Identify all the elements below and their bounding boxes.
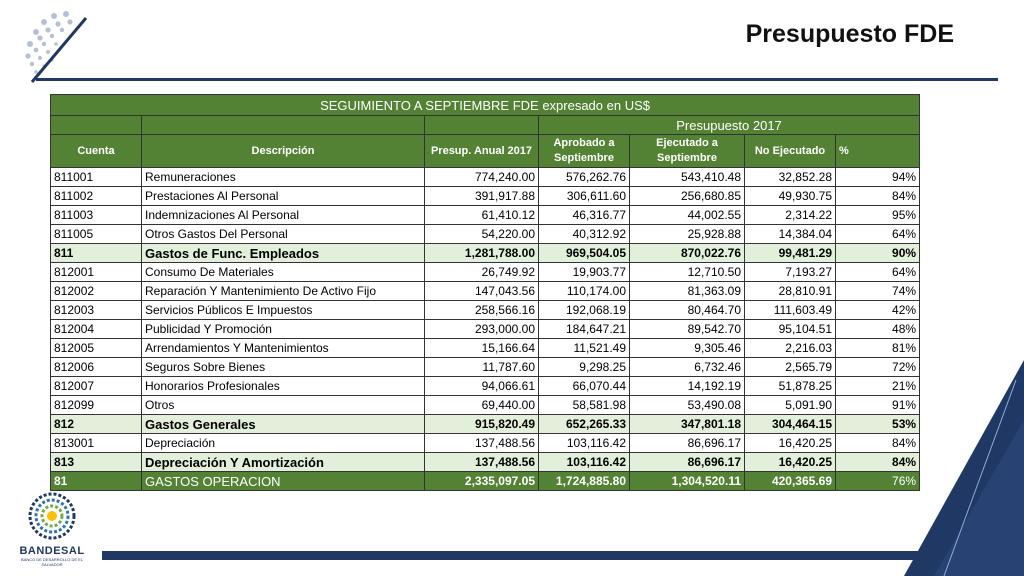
title-divider	[36, 78, 998, 81]
cell-no-ejecutado: 5,091.90	[745, 396, 836, 415]
cell-presup: 137,488.56	[425, 453, 539, 472]
table-row	[51, 206, 920, 225]
table-row	[51, 225, 920, 244]
cell-aprobado: 9,298.25	[539, 358, 630, 377]
table-banner: SEGUIMIENTO A SEPTIEMBRE FDE expresado en US$	[51, 95, 920, 116]
cell-ejecutado: 256,680.85	[630, 187, 745, 206]
table-row	[51, 168, 920, 187]
cell-presup: 1,281,788.00	[425, 244, 539, 263]
cell-cuenta: 812099	[51, 396, 142, 415]
cell-aprobado: 58,581.98	[539, 396, 630, 415]
cell-no-ejecutado: 304,464.15	[745, 415, 836, 434]
cell-presup: 15,166.64	[425, 339, 539, 358]
cell-ejecutado: 1,304,520.11	[630, 472, 745, 491]
blank-cell	[142, 116, 425, 135]
table-row	[51, 453, 920, 472]
table-body	[51, 168, 920, 491]
cell-descripcion: Consumo De Materiales	[142, 263, 425, 282]
cell-descripcion: Publicidad Y Promoción	[142, 320, 425, 339]
table-row	[51, 472, 920, 491]
cell-aprobado: 110,174.00	[539, 282, 630, 301]
column-header-row	[51, 135, 920, 168]
cell-descripcion: Indemnizaciones Al Personal	[142, 206, 425, 225]
cell-pct: 91%	[836, 396, 920, 415]
cell-presup: 69,440.00	[425, 396, 539, 415]
cell-no-ejecutado: 51,878.25	[745, 377, 836, 396]
cell-ejecutado: 53,490.08	[630, 396, 745, 415]
table-row	[51, 301, 920, 320]
col-cuenta: Cuenta	[51, 135, 142, 168]
cell-presup: 26,749.92	[425, 263, 539, 282]
cell-presup: 391,917.88	[425, 187, 539, 206]
cell-no-ejecutado: 16,420.25	[745, 453, 836, 472]
cell-pct: 84%	[836, 187, 920, 206]
cell-presup: 293,000.00	[425, 320, 539, 339]
cell-pct: 76%	[836, 472, 920, 491]
cell-no-ejecutado: 2,314.22	[745, 206, 836, 225]
col-no-ejecutado: No Ejecutado	[745, 135, 836, 168]
cell-aprobado: 103,116.42	[539, 453, 630, 472]
col-aprobado: Aprobado a Septiembre	[539, 135, 630, 168]
cell-ejecutado: 80,464.70	[630, 301, 745, 320]
cell-pct: 53%	[836, 415, 920, 434]
cell-descripcion: Arrendamientos Y Mantenimientos	[142, 339, 425, 358]
cell-aprobado: 969,504.05	[539, 244, 630, 263]
table-row	[51, 415, 920, 434]
blank-cell	[425, 116, 539, 135]
cell-no-ejecutado: 28,810.91	[745, 282, 836, 301]
cell-ejecutado: 14,192.19	[630, 377, 745, 396]
cell-aprobado: 184,647.21	[539, 320, 630, 339]
cell-cuenta: 812003	[51, 301, 142, 320]
cell-descripcion: Otros	[142, 396, 425, 415]
cell-no-ejecutado: 49,930.75	[745, 187, 836, 206]
cell-pct: 84%	[836, 453, 920, 472]
cell-descripcion: Prestaciones Al Personal	[142, 187, 425, 206]
cell-ejecutado: 12,710.50	[630, 263, 745, 282]
cell-cuenta: 813	[51, 453, 142, 472]
cell-aprobado: 19,903.77	[539, 263, 630, 282]
col-descripcion: Descripción	[142, 135, 425, 168]
cell-presup: 2,335,097.05	[425, 472, 539, 491]
cell-aprobado: 576,262.76	[539, 168, 630, 187]
cell-ejecutado: 870,022.76	[630, 244, 745, 263]
cell-cuenta: 812002	[51, 282, 142, 301]
cell-aprobado: 103,116.42	[539, 434, 630, 453]
cell-cuenta: 812	[51, 415, 142, 434]
table-row	[51, 339, 920, 358]
cell-no-ejecutado: 2,216.03	[745, 339, 836, 358]
cell-descripcion: Depreciación	[142, 434, 425, 453]
cell-aprobado: 66,070.44	[539, 377, 630, 396]
table-banner-row	[51, 95, 920, 116]
cell-ejecutado: 86,696.17	[630, 453, 745, 472]
cell-descripcion: Seguros Sobre Bienes	[142, 358, 425, 377]
cell-cuenta: 811005	[51, 225, 142, 244]
cell-cuenta: 811003	[51, 206, 142, 225]
cell-no-ejecutado: 7,193.27	[745, 263, 836, 282]
cell-presup: 94,066.61	[425, 377, 539, 396]
cell-cuenta: 81	[51, 472, 142, 491]
cell-no-ejecutado: 2,565.79	[745, 358, 836, 377]
table-row	[51, 396, 920, 415]
cell-pct: 95%	[836, 206, 920, 225]
cell-ejecutado: 6,732.46	[630, 358, 745, 377]
cell-ejecutado: 81,363.09	[630, 282, 745, 301]
cell-presup: 915,820.49	[425, 415, 539, 434]
cell-pct: 48%	[836, 320, 920, 339]
cell-cuenta: 811001	[51, 168, 142, 187]
group-header: Presupuesto 2017	[539, 116, 920, 135]
cell-aprobado: 306,611.60	[539, 187, 630, 206]
cell-ejecutado: 9,305.46	[630, 339, 745, 358]
bandesal-emblem-icon	[27, 492, 77, 540]
cell-cuenta: 812005	[51, 339, 142, 358]
cell-presup: 774,240.00	[425, 168, 539, 187]
cell-presup: 54,220.00	[425, 225, 539, 244]
cell-aprobado: 1,724,885.80	[539, 472, 630, 491]
cell-no-ejecutado: 95,104.51	[745, 320, 836, 339]
cell-presup: 61,410.12	[425, 206, 539, 225]
cell-aprobado: 652,265.33	[539, 415, 630, 434]
col-presup: Presup. Anual 2017	[425, 135, 539, 168]
cell-aprobado: 46,316.77	[539, 206, 630, 225]
cell-pct: 64%	[836, 263, 920, 282]
cell-descripcion: Remuneraciones	[142, 168, 425, 187]
cell-no-ejecutado: 14,384.04	[745, 225, 836, 244]
table-row	[51, 187, 920, 206]
cell-ejecutado: 543,410.48	[630, 168, 745, 187]
cell-pct: 72%	[836, 358, 920, 377]
cell-pct: 90%	[836, 244, 920, 263]
cell-descripcion: Reparación Y Mantenimiento De Activo Fijo	[142, 282, 425, 301]
cell-descripcion: Depreciación Y Amortización	[142, 453, 425, 472]
cell-no-ejecutado: 111,603.49	[745, 301, 836, 320]
dots-logo-icon	[22, 8, 94, 84]
table-row	[51, 282, 920, 301]
cell-no-ejecutado: 99,481.29	[745, 244, 836, 263]
cell-ejecutado: 347,801.18	[630, 415, 745, 434]
cell-descripcion: Servicios Públicos E Impuestos	[142, 301, 425, 320]
cell-ejecutado: 44,002.55	[630, 206, 745, 225]
cell-cuenta: 812006	[51, 358, 142, 377]
cell-pct: 81%	[836, 339, 920, 358]
table-row	[51, 377, 920, 396]
cell-pct: 74%	[836, 282, 920, 301]
cell-pct: 42%	[836, 301, 920, 320]
cell-ejecutado: 25,928.88	[630, 225, 745, 244]
cell-pct: 21%	[836, 377, 920, 396]
col-pct: %	[836, 135, 920, 168]
footer-bar	[102, 551, 1000, 560]
cell-no-ejecutado: 32,852.28	[745, 168, 836, 187]
cell-ejecutado: 86,696.17	[630, 434, 745, 453]
cell-cuenta: 812001	[51, 263, 142, 282]
cell-no-ejecutado: 16,420.25	[745, 434, 836, 453]
cell-pct: 84%	[836, 434, 920, 453]
cell-presup: 258,566.16	[425, 301, 539, 320]
cell-aprobado: 40,312.92	[539, 225, 630, 244]
table-group-row	[51, 116, 920, 135]
cell-ejecutado: 89,542.70	[630, 320, 745, 339]
corner-decoration-icon	[904, 360, 1024, 576]
cell-descripcion: Honorarios Profesionales	[142, 377, 425, 396]
cell-presup: 11,787.60	[425, 358, 539, 377]
cell-cuenta: 813001	[51, 434, 142, 453]
page-title: Presupuesto FDE	[745, 20, 954, 48]
table-row	[51, 320, 920, 339]
cell-cuenta: 812004	[51, 320, 142, 339]
col-ejecutado: Ejecutado a Septiembre	[630, 135, 745, 168]
cell-cuenta: 812007	[51, 377, 142, 396]
brand-tagline: BANCO DE DESARROLLO DE EL SALVADOR	[20, 557, 84, 567]
table-row	[51, 358, 920, 377]
cell-pct: 64%	[836, 225, 920, 244]
table-row	[51, 263, 920, 282]
cell-cuenta: 811002	[51, 187, 142, 206]
cell-presup: 137,488.56	[425, 434, 539, 453]
cell-descripcion: Otros Gastos Del Personal	[142, 225, 425, 244]
cell-descripcion: Gastos de Func. Empleados	[142, 244, 425, 263]
brand-name: BANDESAL	[19, 545, 85, 557]
cell-cuenta: 811	[51, 244, 142, 263]
budget-table	[50, 94, 920, 491]
cell-descripcion: GASTOS OPERACION	[142, 472, 425, 491]
cell-aprobado: 192,068.19	[539, 301, 630, 320]
table-row	[51, 434, 920, 453]
cell-no-ejecutado: 420,365.69	[745, 472, 836, 491]
cell-aprobado: 11,521.49	[539, 339, 630, 358]
table-row	[51, 244, 920, 263]
blank-cell	[51, 116, 142, 135]
brand-logo	[14, 492, 90, 567]
cell-presup: 147,043.56	[425, 282, 539, 301]
cell-descripcion: Gastos Generales	[142, 415, 425, 434]
cell-pct: 94%	[836, 168, 920, 187]
